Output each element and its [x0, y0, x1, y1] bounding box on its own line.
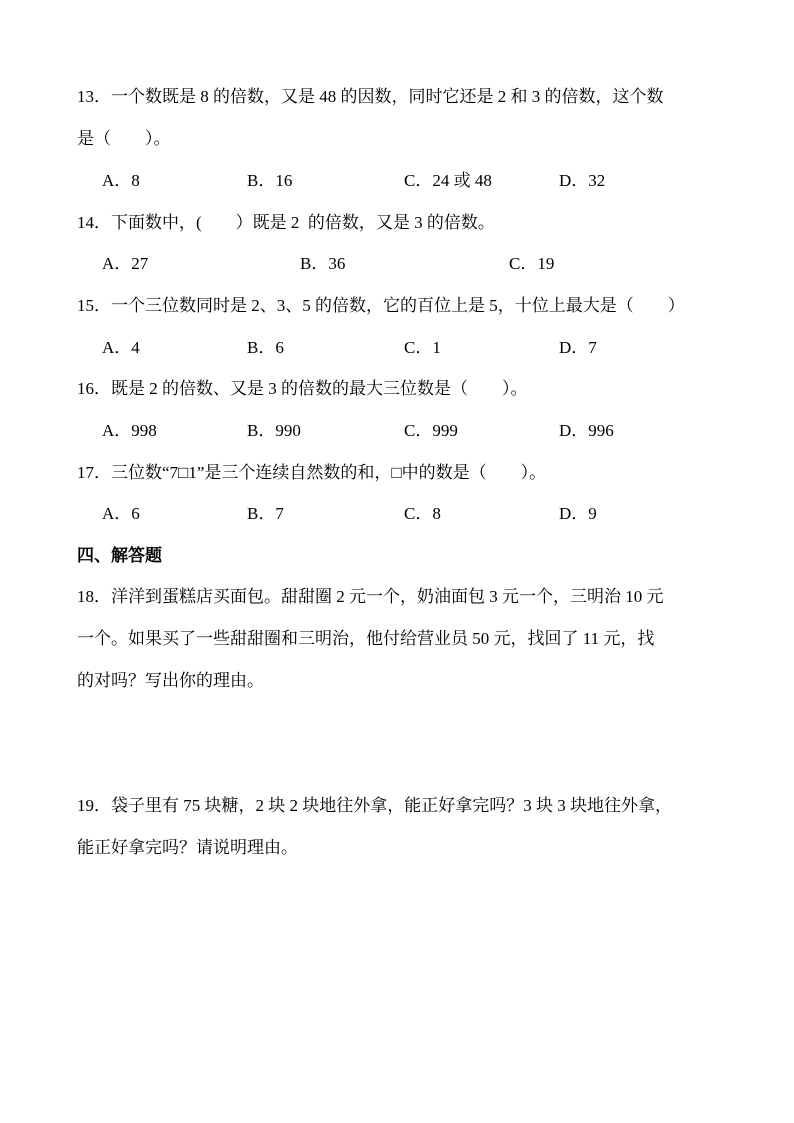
question-15-option-d[interactable]: D．7	[559, 338, 597, 357]
question-15-line-1: 15．一个三位数同时是 2、3、5 的倍数，它的百位上是 5，十位上最大是（ ）	[77, 296, 685, 315]
question-13-option-b[interactable]: B．16	[247, 171, 293, 190]
question-15-option-a[interactable]: A．4	[102, 338, 140, 357]
question-14-option-c[interactable]: C．19	[509, 254, 555, 273]
question-18-line-3: 的对吗？写出你的理由。	[77, 671, 264, 690]
question-16-option-b[interactable]: B．990	[247, 421, 301, 440]
question-16-option-d[interactable]: D．996	[559, 421, 614, 440]
question-13-option-d[interactable]: D．32	[559, 171, 606, 190]
question-17-option-a[interactable]: A．6	[102, 504, 140, 523]
question-18-line-1: 18．洋洋到蛋糕店买面包。甜甜圈 2 元一个，奶油面包 3 元一个，三明治 10 元	[77, 587, 664, 606]
question-13-option-c[interactable]: C．24 或 48	[404, 171, 492, 190]
question-19-line-1: 19．袋子里有 75 块糖，2 块 2 块地往外拿，能正好拿完吗？3 块 3 块地往外拿，	[77, 796, 672, 815]
question-16-line-1: 16．既是 2 的倍数、又是 3 的倍数的最大三位数是（ ）。	[77, 379, 528, 398]
question-17-option-b[interactable]: B．7	[247, 504, 284, 523]
question-13-line-2: 是（ ）。	[77, 129, 171, 148]
section-heading: 四、解答题	[77, 546, 162, 565]
question-17-line-1: 17．三位数“7□1”是三个连续自然数的和，□中的数是（ ）。	[77, 463, 547, 482]
question-13-option-a[interactable]: A．8	[102, 171, 140, 190]
question-13-line-1: 13．一个数既是 8 的倍数，又是 48 的因数，同时它还是 2 和 3 的倍数，这个数	[77, 87, 664, 106]
question-16-option-c[interactable]: C．999	[404, 421, 458, 440]
question-18-line-2: 一个。如果买了一些甜甜圈和三明治，他付给营业员 50 元，找回了 11 元，找	[77, 629, 655, 648]
question-14-option-a[interactable]: A．27	[102, 254, 149, 273]
question-15-option-b[interactable]: B．6	[247, 338, 284, 357]
question-16-option-a[interactable]: A．998	[102, 421, 157, 440]
question-17-option-d[interactable]: D．9	[559, 504, 597, 523]
question-19-line-2: 能正好拿完吗？请说明理由。	[77, 838, 298, 857]
question-14-option-b[interactable]: B．36	[300, 254, 346, 273]
question-14-line-1: 14．下面数中，( ）既是 2 的倍数，又是 3 的倍数。	[77, 213, 495, 232]
question-17-option-c[interactable]: C．8	[404, 504, 441, 523]
question-15-option-c[interactable]: C．1	[404, 338, 441, 357]
